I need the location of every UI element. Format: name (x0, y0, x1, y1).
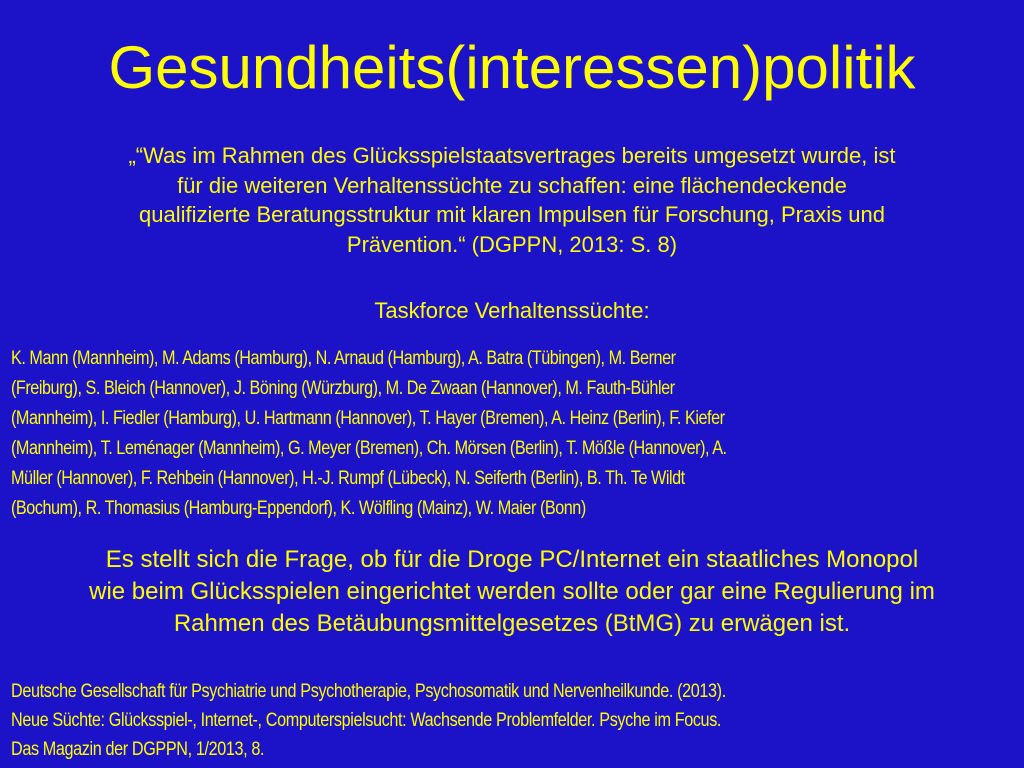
regulation-question (0, 544, 1024, 640)
members-line: Müller (Hannover), F. Rehbein (Hannover), H.-J. Rumpf (Lübeck), N. Seiferth (Berlin), B. Th. Te Wildt (11, 468, 685, 489)
question-line: wie beim Glücksspielen eingerichtet werden sollte oder gar eine Regulierung im (89, 578, 935, 605)
members-line: K. Mann (Mannheim), M. Adams (Hamburg), N. Arnaud (Hamburg), A. Batra (Tübingen), M. Berner (11, 348, 676, 369)
members-line: (Mannheim), I. Fiedler (Hamburg), U. Hartmann (Hannover), T. Hayer (Bremen), A. Heinz (Berlin), F. Kiefer (11, 408, 725, 429)
source-reference (11, 677, 1016, 764)
dgppn-quote (14, 141, 1010, 259)
reference-line: Deutsche Gesellschaft für Psychiatrie und Psychotherapie, Psychosomatik und Nervenheilkunde. (2013). (11, 681, 726, 702)
quote-line: Prävention.“ (DGPPN, 2013: S. 8) (346, 231, 678, 257)
members-line: (Bochum), R. Thomasius (Hamburg-Eppendorf), K. Wölfling (Mainz), W. Maier (Bonn) (11, 498, 586, 519)
taskforce-heading: Taskforce Verhaltenssüchte: (374, 298, 650, 323)
members-line: (Mannheim), T. Leménager (Mannheim), G. Meyer (Bremen), Ch. Mörsen (Berlin), T. Mößle (Hannover), A. (11, 438, 727, 459)
quote-line: „“Was im Rahmen des Glücksspielstaatsvertrages bereits umgesetzt wurde, ist (128, 143, 896, 168)
question-line: Es stellt sich die Frage, ob für die Droge PC/Internet ein staatliches Monopol (105, 546, 919, 573)
members-line: (Freiburg), S. Bleich (Hannover), J. Böning (Würzburg), M. De Zwaan (Hannover), M. Fauth-Bühler (11, 378, 675, 399)
taskforce-members (11, 344, 1016, 524)
reference-line: Neue Süchte: Glücksspiel-, Internet-, Computerspielsucht: Wachsende Problemfelder. Psyche im Focus. (11, 710, 722, 731)
quote-line: qualifizierte Beratungsstruktur mit klaren Impulsen für Forschung, Praxis und (139, 202, 885, 227)
quote-line: für die weiteren Verhaltenssüchte zu schaffen: eine flächendeckende (177, 172, 847, 198)
slide-title: Gesundheits(interessen)politik (108, 34, 916, 101)
reference-line: Das Magazin der DGPPN, 1/2013, 8. (11, 739, 265, 760)
question-line: Rahmen des Betäubungsmittelgesetzes (BtMG) zu erwägen ist. (173, 610, 851, 637)
